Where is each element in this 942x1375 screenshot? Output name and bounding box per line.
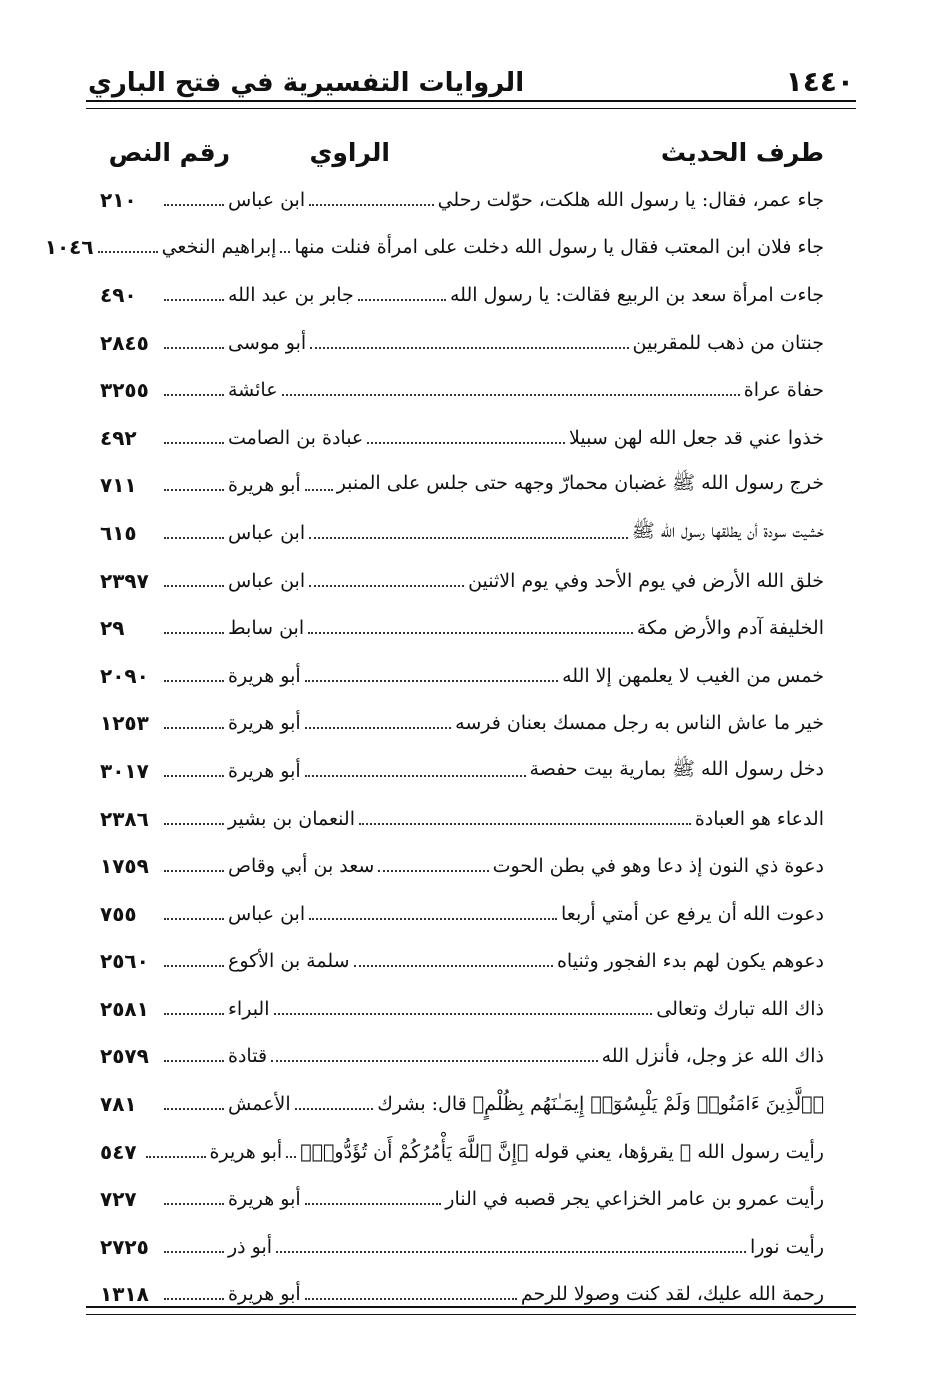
text-number: ٣٠١٧ [100,758,149,783]
header-rule [86,100,856,109]
index-row [100,652,824,700]
leader-dots [164,1251,224,1253]
leader-dots [164,442,224,444]
leader-dots [286,1156,296,1158]
text-number: ٧٥٥ [100,901,137,926]
index-row [44,224,824,272]
index-row [100,557,824,605]
leader-dots [164,347,224,349]
text-number: ٢٧٢٥ [100,1234,149,1259]
leader-dots [146,1156,206,1158]
index-row [100,842,824,890]
index-row [100,1223,824,1271]
narrator-name: ابن عباس [228,902,306,925]
leader-dots [164,1013,224,1015]
narrator-name: سعد بن أبي وقاص [228,855,375,878]
narrator-name: جابر بن عبد الله [228,283,354,306]
hadith-incipit: جنتان من ذهب للمقربين [632,331,824,354]
leader-dots [309,918,557,920]
index-row [100,1175,824,1223]
narrator-name: أبو هريرة [228,759,301,782]
leader-dots [164,204,224,206]
column-headers [100,130,824,174]
leader-dots [276,1251,746,1253]
hadith-incipit: خرج رسول الله ﷺ غضبان محمارّ وجهه حتى جلس على المنبر [336,472,824,495]
leader-dots [282,394,740,396]
hadith-incipit: حفاة عراة [743,379,824,402]
hadith-incipit: ﴿ٱلَّذِينَ ءَامَنُوا۟ وَلَمْ يَلْبِسُوٓا۟ إِيمَـٰنَهُم بِظُلْمٍ﴾ قال: بشرك [377,1093,824,1116]
leader-dots [164,1203,224,1205]
narrator-name: أبو هريرة [228,1283,301,1306]
index-row [100,462,824,510]
leader-dots [305,680,558,682]
hadith-incipit: دخل رسول الله ﷺ بمارية بيت حفصة [529,757,824,780]
index-row [100,1128,824,1176]
leader-dots [164,823,224,825]
leader-dots [309,204,433,206]
text-number: ٢٨٤٥ [100,330,149,355]
narrator-name: سلمة بن الأكوع [228,950,350,973]
text-number: ١٢٥٣ [100,711,149,736]
leader-dots [164,489,224,491]
index-row [100,747,824,795]
narrator-name: أبو هريرة [228,712,301,735]
leader-dots [354,965,553,967]
text-number: ١٧٥٩ [100,854,149,879]
leader-dots [164,1060,224,1062]
leader-dots [378,870,488,872]
text-number: ٤٩٢ [100,425,137,450]
leader-dots [98,251,158,253]
hadith-incipit: الخليفة آدم والأرض مكة [636,617,824,640]
narrator-name: قتادة [228,1045,268,1068]
hadith-incipit: ذاك الله عز وجل، فأنزل الله [601,1045,824,1068]
hadith-incipit: خمس من الغيب لا يعلمهن إلا الله [562,664,824,687]
text-number: ٢١٠ [100,187,137,212]
narrator-name: النعمان بن بشير [228,807,355,830]
text-number: ٥٤٧ [100,1139,137,1164]
index-row [100,700,824,748]
hadith-incipit: رأيت عمرو بن عامر الخزاعي يجر قصبه في النار [445,1188,824,1211]
leader-dots [271,1060,598,1062]
leader-dots [305,1203,442,1205]
running-head [88,56,854,98]
leader-dots [164,585,224,587]
narrator-name: عائشة [228,379,278,402]
leader-dots [359,823,691,825]
leader-dots [305,1298,517,1300]
hadith-incipit: خلق الله الأرض في يوم الأحد وفي يوم الاثنين [468,569,824,592]
narrator-name: أبو هريرة [228,1188,301,1211]
hadith-incipit: رأيت نورا [750,1235,824,1258]
book-title: الروايات التفسيرية في فتح الباري [88,68,525,98]
index-row [100,985,824,1033]
leader-dots [164,727,224,729]
index-row [100,366,824,414]
index-row [100,176,824,224]
text-number: ٦١٥ [100,520,137,545]
hadith-incipit: جاء عمر، فقال: يا رسول الله هلكت، حوّلت رحلي [437,188,824,211]
text-number: ٢٥٨١ [100,996,149,1021]
narrator-name: ابن عباس [228,188,306,211]
index-row [100,1033,824,1081]
narrator-name: ابن سابط [228,617,305,640]
text-number: ٢٣٩٧ [100,568,149,593]
index-row [100,509,824,557]
leader-dots [309,585,464,587]
leader-dots [164,299,224,301]
leader-dots [164,680,224,682]
hadith-incipit: رأيت رسول الله ﷺ يقرؤها، يعني قوله ﴿إِنَّ ٱللَّهَ يَأْمُرُكُمْ أَن تُؤَدُّوا۟﴾ [300,1140,824,1163]
leader-dots [164,1108,224,1110]
column-header-narrator: الراوي [309,137,390,167]
footer-rule [86,1306,856,1315]
text-number: ٣٢٥٥ [100,378,149,403]
hadith-incipit: جاءت امرأة سعد بن الربيع فقالت: يا رسول الله [449,283,824,306]
leader-dots [164,394,224,396]
index-row [100,938,824,986]
index-row [100,1080,824,1128]
narrator-name: أبو ذر [228,1235,273,1258]
narrator-name: عبادة بن الصامت [228,426,364,449]
index-row [100,271,824,319]
leader-dots [164,775,224,777]
leader-dots [308,632,633,634]
text-number: ٢٣٨٦ [100,806,149,831]
leader-dots [310,347,628,349]
leader-dots [309,537,628,539]
narrator-name: أبو هريرة [209,1140,283,1163]
index-row [100,795,824,843]
text-number: ٢٠٩٠ [100,663,149,688]
leader-dots [164,965,224,967]
hadith-incipit: دعوت الله أن يرفع عن أمتي أربعا [560,902,824,925]
text-number: ٧١١ [100,473,137,498]
narrator-name: الأعمش [228,1093,291,1116]
text-number: ٧٢٧ [100,1187,137,1212]
hadith-incipit: خشيت سودة أن يطلقها رسول الله ﷺ [631,519,824,542]
narrator-name: ابن عباس [228,521,306,544]
hadith-incipit: الدعاء هو العبادة [694,807,824,830]
narrator-name: أبو هريرة [228,664,301,687]
index-row [100,414,824,462]
leader-dots [367,442,565,444]
index-row [100,890,824,938]
text-number: ٢٩ [100,616,125,641]
text-number: ٤٩٠ [100,282,137,307]
index-row [100,604,824,652]
narrator-name: أبو هريرة [228,474,301,497]
text-number: ٢٥٧٩ [100,1044,149,1069]
leader-dots [164,918,224,920]
leader-dots [164,870,224,872]
index-list [44,176,824,1318]
hadith-incipit: رحمة الله عليك، لقد كنت وصولا للرحم [520,1283,824,1306]
leader-dots [164,537,224,539]
column-header-hadith: طرف الحديث [660,137,824,167]
narrator-name: أبو موسى [228,331,307,354]
leader-dots [305,489,333,491]
text-number: ١٣١٨ [100,1282,149,1307]
index-row [100,319,824,367]
page-number: ١٤٤٠ [785,65,854,98]
leader-dots [305,727,451,729]
text-number: ٢٥٦٠ [100,949,149,974]
narrator-name: إبراهيم النخعي [161,236,277,259]
text-number: ٧٨١ [100,1092,137,1117]
hadith-incipit: ذاك الله تبارك وتعالى [656,997,824,1020]
leader-dots [358,299,446,301]
leader-dots [280,251,290,253]
hadith-incipit: دعوة ذي النون إذ دعا وهو في بطن الحوت [492,855,824,878]
leader-dots [295,1108,374,1110]
leader-dots [274,1013,653,1015]
narrator-name: البراء [228,997,270,1020]
narrator-name: ابن عباس [228,569,306,592]
leader-dots [164,1298,224,1300]
hadith-incipit: خذوا عني قد جعل الله لهن سبيلا [569,426,824,449]
column-header-number: رقم النص [108,137,230,167]
hadith-incipit: خير ما عاش الناس به رجل ممسك بعنان فرسه [455,712,824,735]
leader-dots [305,775,526,777]
hadith-incipit: جاء فلان ابن المعتب فقال يا رسول الله دخلت على امرأة فنلت منها [294,236,824,259]
text-number: ١٠٤٦ [44,235,94,260]
leader-dots [164,632,224,634]
hadith-incipit: دعوهم يكون لهم بدء الفجور وثنياه [556,950,824,973]
